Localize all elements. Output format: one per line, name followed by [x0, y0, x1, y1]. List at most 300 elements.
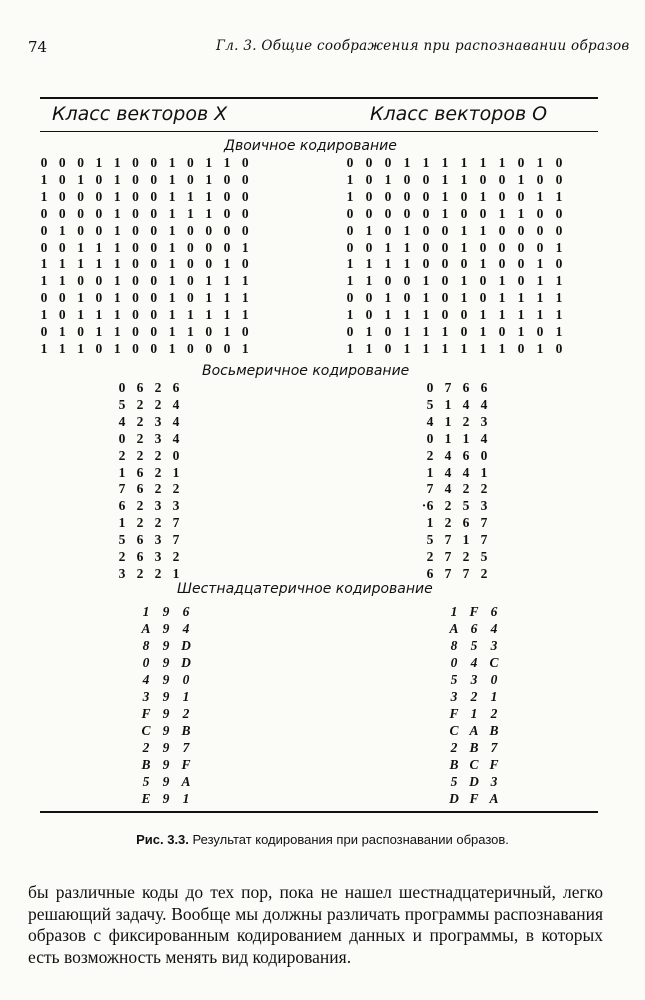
- table-cell: 2: [154, 464, 162, 480]
- table-cell: 1: [40, 273, 48, 289]
- table-cell: 0: [365, 171, 373, 187]
- table-cell: 0: [517, 273, 525, 289]
- table-cell: 2: [142, 740, 150, 755]
- table-cell: 1: [365, 324, 373, 339]
- table-cell: 0: [150, 171, 158, 187]
- table-cell: 0: [498, 171, 506, 187]
- table-cell: 0: [441, 273, 449, 289]
- table-cell: 0: [77, 324, 84, 339]
- table-cell: 9: [162, 791, 170, 806]
- page-number: 74: [28, 38, 48, 56]
- table-cell: 1: [118, 464, 126, 480]
- table-cell: 1: [77, 239, 84, 255]
- table-cell: 0: [346, 239, 354, 255]
- table-cell: F: [469, 791, 479, 806]
- table-cell: 1: [479, 155, 487, 170]
- table-cell: 1: [241, 273, 249, 289]
- table-cell: D: [449, 791, 459, 806]
- table-cell: 1: [77, 256, 84, 272]
- table-cell: 1: [365, 273, 373, 289]
- table-cell: 0: [77, 188, 84, 204]
- table-cell: 1: [479, 188, 487, 204]
- table-cell: 0: [422, 188, 430, 204]
- table-cell: 1: [58, 340, 66, 356]
- table-cell: 6: [426, 565, 434, 581]
- table-cell: 0: [422, 256, 430, 272]
- table-cell: 7: [444, 532, 452, 548]
- table-cell: 1: [40, 171, 48, 187]
- table-cell: 0: [365, 155, 373, 170]
- table-cell: 6: [470, 621, 478, 636]
- table-cell: 6: [172, 380, 180, 395]
- table-cell: 1: [205, 155, 213, 170]
- octal-coding-title: Восьмеричное кодирование: [202, 363, 410, 379]
- table-cell: 0: [132, 239, 139, 255]
- table-cell: 3: [172, 498, 180, 514]
- table-cell: 6: [480, 380, 488, 395]
- table-cell: 3: [142, 689, 150, 704]
- table-cell: 1: [460, 222, 468, 238]
- table-cell: 1: [444, 396, 452, 412]
- table-cell: 0: [223, 188, 231, 204]
- table-cell: 4: [172, 396, 180, 412]
- table-cell: 3: [490, 774, 498, 789]
- table-cell: 1: [58, 324, 66, 339]
- table-cell: 0: [40, 324, 48, 339]
- table-cell: 0: [187, 256, 194, 272]
- table-cell: 2: [462, 549, 470, 564]
- table-cell: 1: [460, 273, 468, 289]
- table-cell: A: [469, 723, 479, 738]
- table-cell: 7: [490, 740, 498, 755]
- table-cell: E: [141, 791, 151, 806]
- table-cell: 0: [346, 155, 354, 170]
- table-cell: D: [469, 774, 479, 789]
- table-cell: 0: [555, 155, 563, 170]
- table-cell: 0: [241, 171, 249, 187]
- table-cell: 3: [154, 430, 162, 446]
- table-cell: 0: [403, 290, 411, 306]
- table-cell: 1: [113, 340, 121, 356]
- table-cell: 1: [555, 290, 563, 306]
- table-cell: 0: [555, 256, 563, 272]
- table-cell: 0: [95, 273, 103, 289]
- table-cell: 1: [555, 239, 563, 255]
- table-cell: 7: [182, 740, 190, 755]
- table-cell: 4: [142, 672, 150, 687]
- table-cell: 1: [168, 188, 176, 204]
- table-cell: 2: [154, 396, 162, 412]
- table-cell: 0: [187, 239, 194, 255]
- table-cell: 0: [132, 273, 139, 289]
- table-cell: 0: [223, 239, 231, 255]
- table-cell: 0: [555, 171, 563, 187]
- table-cell: 0: [480, 447, 488, 463]
- table-cell: 0: [403, 273, 411, 289]
- table-cell: 0: [187, 171, 194, 187]
- table-cell: 0: [536, 239, 544, 255]
- table-cell: 2: [450, 740, 458, 755]
- table-cell: 1: [113, 205, 121, 221]
- table-cell: 3: [154, 532, 162, 548]
- table-cell: 1: [444, 430, 452, 446]
- table-cell: 1: [168, 205, 176, 221]
- table-cell: 0: [384, 188, 392, 204]
- table-cell: 1: [223, 155, 231, 170]
- table-cell: 0: [241, 205, 249, 221]
- table-cell: 0: [517, 222, 525, 238]
- table-cell: 1: [403, 324, 411, 339]
- table-cell: 5: [118, 396, 126, 412]
- table-cell: 0: [241, 188, 249, 204]
- running-head: Гл. 3. Общие соображения при распознавании образов: [216, 38, 630, 54]
- table-cell: 5: [142, 774, 150, 789]
- table-cell: 1: [346, 340, 354, 356]
- table-cell: 2: [426, 549, 434, 564]
- table-cell: 4: [480, 430, 488, 446]
- table-cell: 1: [462, 532, 470, 548]
- table-cell: 4: [444, 447, 452, 463]
- table-cell: 7: [444, 549, 452, 564]
- table-cell: 9: [162, 638, 170, 653]
- table-cell: 1: [241, 239, 249, 255]
- table-cell: 1: [346, 171, 354, 187]
- table-cell: 1: [517, 324, 525, 339]
- table-cell: 6: [136, 532, 144, 548]
- table-cell: 6: [136, 380, 144, 395]
- table-cell: A: [141, 621, 151, 636]
- table-cell: 1: [172, 565, 180, 581]
- table-cell: 4: [118, 413, 126, 429]
- table-cell: 1: [498, 205, 506, 221]
- table-cell: 0: [403, 205, 411, 221]
- table-cell: 1: [168, 340, 176, 356]
- table-cell: 1: [205, 171, 213, 187]
- table-cell: 5: [462, 498, 470, 514]
- table-cell: 7: [480, 532, 488, 548]
- table-cell: 0: [150, 155, 158, 170]
- table-cell: 0: [205, 256, 213, 272]
- table-cell: 0: [422, 171, 430, 187]
- table-cell: 1: [403, 155, 411, 170]
- table-cell: 0: [241, 155, 249, 170]
- table-cell: 0: [403, 188, 411, 204]
- table-cell: 0: [142, 655, 150, 670]
- table-cell: 1: [498, 273, 506, 289]
- table-cell: C: [141, 723, 151, 738]
- table-cell: 0: [118, 380, 126, 395]
- table-cell: 4: [172, 413, 180, 429]
- table-cell: 0: [132, 290, 139, 306]
- table-cell: 0: [441, 256, 449, 272]
- table-cell: 1: [187, 188, 194, 204]
- table-cell: 1: [517, 290, 525, 306]
- table-cell: 0: [187, 273, 194, 289]
- table-cell: 0: [187, 155, 194, 170]
- table-cell: 1: [536, 290, 544, 306]
- table-cell: 1: [441, 340, 449, 356]
- table-cell: 0: [223, 222, 231, 238]
- table-cell: 0: [241, 324, 249, 339]
- table-cell: 0: [58, 239, 66, 255]
- table-cell: 0: [555, 340, 563, 356]
- table-cell: 1: [205, 273, 213, 289]
- table-cell: 1: [426, 464, 434, 480]
- table-cell: B: [181, 723, 191, 738]
- table-cell: 1: [462, 430, 470, 446]
- table-cell: 1: [205, 307, 213, 323]
- table-cell: 3: [470, 672, 478, 687]
- table-cell: 1: [441, 171, 449, 187]
- table-cell: 1: [498, 290, 506, 306]
- table-cell: 9: [162, 706, 170, 721]
- table-cell: 7: [462, 565, 470, 581]
- table-cell: 0: [40, 155, 48, 170]
- table-cell: 1: [346, 273, 354, 289]
- table-cell: 1: [168, 171, 176, 187]
- table-cell: 2: [480, 565, 488, 581]
- table-cell: 6: [118, 498, 126, 514]
- table-cell: 1: [205, 290, 213, 306]
- table-cell: 0: [479, 290, 487, 306]
- table-cell: 0: [422, 239, 430, 255]
- caption-text: Результат кодирования при распознавании образов.: [192, 832, 509, 847]
- table-cell: 0: [132, 171, 139, 187]
- figure-caption: [0, 832, 645, 847]
- table-cell: 1: [536, 273, 544, 289]
- table-cell: 0: [150, 290, 158, 306]
- table-cell: 1: [223, 256, 231, 272]
- table-cell: 1: [77, 340, 84, 356]
- table-cell: 1: [403, 256, 411, 272]
- table-cell: 0: [205, 340, 213, 356]
- table-cell: 0: [479, 171, 487, 187]
- table-cell: 0: [555, 222, 563, 238]
- table-cell: 0: [479, 205, 487, 221]
- table-cell: 0: [498, 256, 506, 272]
- table-cell: 1: [77, 307, 84, 323]
- caption-label: Рис. 3.3.: [136, 832, 189, 847]
- table-cell: 0: [205, 324, 213, 339]
- table-cell: 0: [384, 222, 392, 238]
- table-cell: 2: [426, 447, 434, 463]
- table-cell: 0: [187, 222, 194, 238]
- table-cell: 1: [241, 307, 249, 323]
- table-cell: 0: [426, 380, 434, 395]
- table-cell: 1: [113, 307, 121, 323]
- table-cell: 0: [95, 340, 103, 356]
- table-cell: 1: [113, 273, 121, 289]
- table-cell: 3: [118, 565, 126, 581]
- table-cell: 6: [462, 447, 470, 463]
- table-cell: 1: [223, 290, 231, 306]
- table-cell: 1: [555, 188, 563, 204]
- table-cell: 1: [480, 464, 488, 480]
- table-cell: 0: [150, 324, 158, 339]
- table-cell: 0: [132, 340, 139, 356]
- table-cell: 0: [536, 205, 544, 221]
- table-cell: 7: [426, 481, 434, 497]
- table-cell: A: [181, 774, 191, 789]
- table-cell: 2: [470, 689, 478, 704]
- table-cell: 1: [470, 706, 478, 721]
- class-o-title: Класс векторов O: [370, 103, 548, 125]
- table-cell: 4: [490, 621, 498, 636]
- table-cell: 0: [95, 188, 103, 204]
- table-cell: 0: [365, 205, 373, 221]
- table-cell: 9: [162, 672, 170, 687]
- table-cell: 4: [462, 396, 470, 412]
- table-cell: 0: [241, 256, 249, 272]
- table-cell: 1: [479, 340, 487, 356]
- table-cell: A: [449, 621, 459, 636]
- table-header-rule: [40, 131, 598, 132]
- table-cell: 1: [384, 307, 392, 323]
- table-cell: 2: [172, 481, 180, 497]
- table-cell: 1: [113, 171, 121, 187]
- table-cell: 1: [205, 205, 213, 221]
- table-cell: 1: [479, 307, 487, 323]
- table-cell: 6: [136, 481, 144, 497]
- table-cell: 5: [426, 532, 434, 548]
- table-cell: 3: [154, 549, 162, 564]
- table-cell: 0: [40, 205, 48, 221]
- table-cell: 1: [384, 171, 392, 187]
- table-cell: 0: [58, 155, 66, 170]
- table-cell: 7: [118, 481, 126, 497]
- table-cell: 1: [113, 222, 121, 238]
- table-cell: 4: [470, 655, 478, 670]
- table-cell: 1: [460, 290, 468, 306]
- table-cell: 4: [172, 430, 180, 446]
- table-cell: 1: [168, 273, 176, 289]
- binary-coding-title: Двоичное кодирование: [224, 138, 397, 154]
- table-cell: 0: [498, 222, 506, 238]
- table-cell: 1: [346, 307, 354, 323]
- table-cell: 1: [422, 155, 430, 170]
- table-cell: 0: [498, 239, 506, 255]
- table-cell: 0: [517, 188, 525, 204]
- table-cell: 0: [95, 222, 103, 238]
- table-cell: 2: [136, 447, 144, 463]
- table-cell: 0: [460, 307, 468, 323]
- table-cell: 9: [162, 621, 170, 636]
- table-cell: 9: [162, 723, 170, 738]
- table-cell: 1: [403, 222, 411, 238]
- table-bottom-rule: [40, 811, 598, 813]
- table-cell: C: [449, 723, 459, 738]
- table-cell: 1: [40, 340, 48, 356]
- table-cell: 1: [95, 324, 103, 339]
- table-cell: 2: [136, 396, 144, 412]
- table-cell: 1: [168, 256, 176, 272]
- table-cell: 9: [162, 757, 170, 772]
- table-cell: 3: [154, 413, 162, 429]
- table-cell: 1: [95, 256, 103, 272]
- table-cell: 0: [150, 239, 158, 255]
- table-cell: 1: [441, 205, 449, 221]
- table-cell: 1: [58, 256, 66, 272]
- table-cell: 4: [480, 396, 488, 412]
- table-cell: 1: [187, 205, 194, 221]
- table-cell: 4: [444, 481, 452, 497]
- table-cell: 1: [365, 340, 373, 356]
- table-cell: 0: [150, 205, 158, 221]
- table-cell: 0: [479, 273, 487, 289]
- table-cell: 2: [182, 706, 190, 721]
- table-cell: 0: [205, 239, 213, 255]
- table-cell: 1: [365, 222, 373, 238]
- table-cell: 1: [142, 604, 150, 619]
- table-cell: 1: [441, 155, 449, 170]
- hex-coding-title: Шестнадцатеричное кодирование: [177, 581, 433, 597]
- table-cell: 1: [113, 256, 121, 272]
- table-cell: 4: [426, 413, 434, 429]
- table-cell: 1: [168, 290, 176, 306]
- table-cell: 1: [403, 340, 411, 356]
- table-cell: 0: [536, 324, 544, 339]
- table-cell: 0: [441, 222, 449, 238]
- table-cell: 0: [346, 205, 354, 221]
- table-cell: 1: [172, 464, 180, 480]
- table-cell: 0: [58, 188, 66, 204]
- table-cell: 1: [444, 413, 452, 429]
- table-cell: 0: [132, 155, 139, 170]
- table-cell: 0: [40, 222, 48, 238]
- table-cell: 0: [384, 324, 392, 339]
- class-x-title: Класс векторов X: [52, 103, 228, 125]
- table-cell: 1: [205, 188, 213, 204]
- table-cell: B: [469, 740, 479, 755]
- table-cell: 2: [136, 413, 144, 429]
- table-cell: 1: [77, 171, 84, 187]
- table-cell: B: [449, 757, 459, 772]
- table-cell: F: [181, 757, 191, 772]
- table-cell: 1: [490, 689, 498, 704]
- table-cell: 1: [460, 239, 468, 255]
- table-cell: 0: [555, 205, 563, 221]
- table-cell: 0: [150, 340, 158, 356]
- table-cell: 2: [480, 481, 488, 497]
- table-cell: 0: [132, 256, 139, 272]
- table-cell: 1: [40, 307, 48, 323]
- table-cell: 2: [154, 481, 162, 497]
- table-cell: 0: [441, 290, 449, 306]
- table-cell: 0: [77, 155, 84, 170]
- table-cell: 0: [132, 188, 139, 204]
- table-cell: 0: [40, 290, 48, 306]
- table-cell: 1: [113, 239, 121, 255]
- table-cell: 8: [450, 638, 458, 653]
- table-cell: D: [181, 655, 191, 670]
- table-cell: 0: [384, 205, 392, 221]
- table-cell: 1: [517, 171, 525, 187]
- table-cell: 1: [460, 155, 468, 170]
- table-cell: 0: [150, 188, 158, 204]
- table-cell: 1: [187, 324, 194, 339]
- table-cell: 1: [536, 256, 544, 272]
- table-cell: 1: [536, 155, 544, 170]
- table-cell: C: [489, 655, 499, 670]
- table-cell: 2: [444, 515, 452, 531]
- table-cell: 1: [426, 515, 434, 531]
- table-cell: 0: [346, 290, 354, 306]
- table-cell: 1: [555, 307, 563, 323]
- table-cell: 3: [480, 498, 488, 514]
- table-cell: 7: [444, 380, 452, 395]
- table-cell: 0: [422, 222, 430, 238]
- table-cell: 1: [58, 273, 66, 289]
